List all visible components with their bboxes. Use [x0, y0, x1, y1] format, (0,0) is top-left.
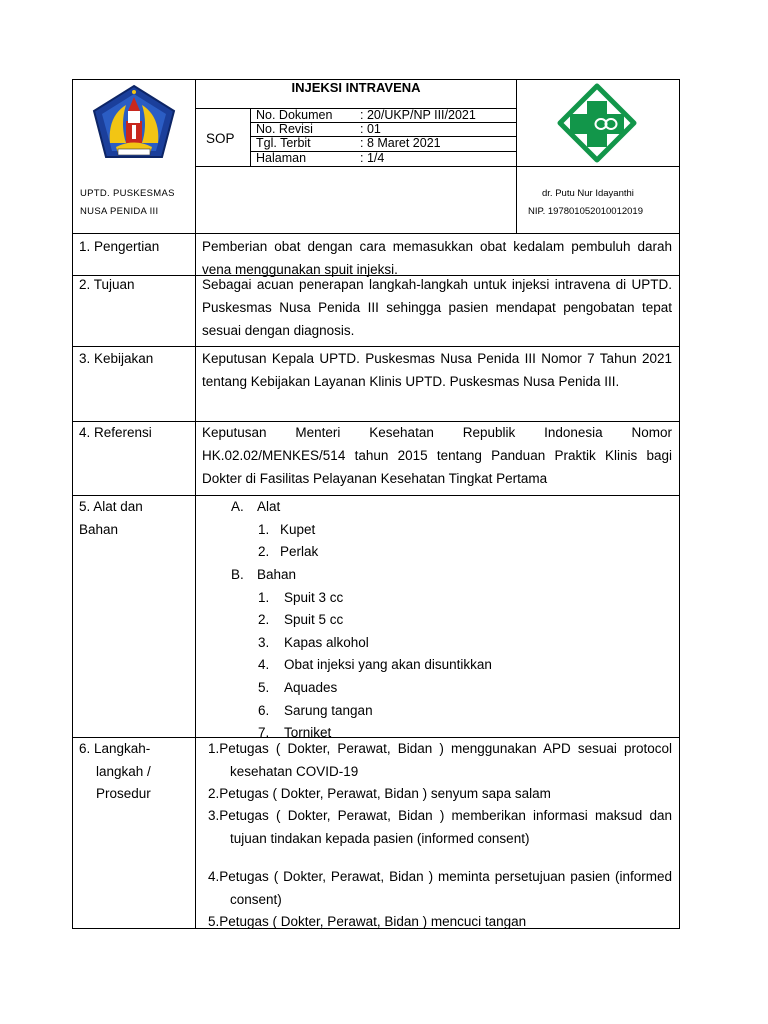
label-pengertian: 1. Pengertian [79, 239, 160, 254]
bahan-item-text: Spuit 5 cc [284, 612, 344, 627]
alat-item-num: 2. [258, 544, 270, 559]
bahan-item-text: Aquades [284, 680, 338, 695]
referensi-paragraph: Keputusan Menteri Kesehatan Republik Indonesia Nomor HK.02.02/MENKES/514 tahun 2015 tentang Panduan Praktik Klinis bagi Dokter di Fasilitas Pelayanan Kesehatan Tingkat Pertama [202, 425, 672, 486]
puskesmas-logo-icon [556, 82, 638, 164]
doc-meta-divider [250, 109, 251, 166]
bahan-item-text: Kapas alkohol [284, 635, 369, 650]
signer-name: dr. Putu Nur Idayanthi [542, 188, 634, 199]
header-bottom [72, 233, 680, 234]
label-prosedur-line2: langkah / [96, 764, 151, 779]
text-kebijakan [202, 347, 672, 393]
bahan-item-num: 7. [258, 725, 270, 740]
prosedur-step [208, 804, 672, 850]
bahan-item-text: Torniket [284, 725, 332, 740]
text-tujuan [202, 273, 672, 342]
document-title: INJEKSI INTRAVENA [291, 80, 421, 95]
label-prosedur-line3: Prosedur [96, 786, 151, 801]
text-referensi [202, 421, 672, 490]
prosedur-step [208, 737, 672, 783]
regional-emblem-icon [88, 83, 180, 165]
doc-value-halaman: : 1/4 [360, 151, 385, 165]
signer-nip: NIP. 197801052010012019 [528, 206, 643, 217]
sop-label: SOP [206, 131, 235, 146]
header-left-divider [195, 79, 196, 929]
doc-value-revisi: : 01 [360, 122, 381, 136]
label-kebijakan: 3. Kebijakan [79, 351, 154, 366]
doc-label-nomor: No. Dokumen [256, 108, 333, 122]
alat-item-text: Kupet [280, 522, 316, 537]
bahan-item-num: 5. [258, 680, 270, 695]
alat-item-text: Perlak [280, 544, 319, 559]
bahan-item-text: Sarung tangan [284, 703, 373, 718]
label-referensi: 4. Referensi [79, 425, 152, 440]
prosedur-step-text: 2.Petugas ( Dokter, Perawat, Bidan ) senyum sapa salam [208, 786, 551, 801]
bahan-item-num: 1. [258, 590, 270, 605]
prosedur-step [208, 910, 672, 933]
group-a-marker: A. [231, 499, 244, 514]
bahan-item-text: Spuit 3 cc [284, 590, 344, 605]
pengertian-paragraph: Pemberian obat dengan cara memasukkan obat kedalam pembuluh darah vena menggunakan spuit injeksi. [202, 239, 672, 277]
group-b-title: Bahan [257, 567, 297, 582]
group-b-marker: B. [231, 567, 244, 582]
group-a-title: Alat [257, 499, 281, 514]
label-alat-bahan-line1: 5. Alat dan [79, 499, 143, 514]
bahan-item-num: 2. [258, 612, 270, 627]
doc-label-halaman: Halaman [256, 151, 307, 165]
prosedur-step-text: 1.Petugas ( Dokter, Perawat, Bidan ) menggunakan APD sesuai protocol kesehatan COVID-19 [208, 741, 672, 779]
org-name-line1: UPTD. PUSKESMAS [80, 188, 175, 199]
header-meta-bottom [195, 166, 680, 167]
doc-value-terbit: : 8 Maret 2021 [360, 136, 441, 150]
bahan-item-num: 3. [258, 635, 270, 650]
org-name-line2: NUSA PENIDA III [80, 206, 159, 217]
bahan-item-num: 6. [258, 703, 270, 718]
prosedur-step-text: 5.Petugas ( Dokter, Perawat, Bidan ) mencuci tangan [208, 914, 527, 929]
doc-label-terbit: Tgl. Terbit [256, 136, 311, 150]
kebijakan-paragraph: Keputusan Kepala UPTD. Puskesmas Nusa Penida III Nomor 7 Tahun 2021 tentang Kebijakan Layanan Klinis UPTD. Puskesmas Nusa Penida III. [202, 351, 672, 389]
alat-item-num: 1. [258, 522, 270, 537]
bahan-item-num: 4. [258, 657, 270, 672]
label-prosedur-line1: 6. Langkah- [79, 741, 151, 756]
label-tujuan: 2. Tujuan [79, 277, 135, 292]
doc-value-nomor: : 20/UKP/NP III/2021 [360, 108, 476, 122]
doc-label-revisi: No. Revisi [256, 122, 313, 136]
prosedur-step-text: 4.Petugas ( Dokter, Perawat, Bidan ) meminta persetujuan pasien (informed consent) [208, 869, 672, 907]
prosedur-step [208, 865, 672, 911]
prosedur-step-text: 3.Petugas ( Dokter, Perawat, Bidan ) memberikan informasi maksud dan tujuan tindakan kepada pasien (informed consent) [208, 808, 672, 846]
header-right-divider [516, 79, 517, 233]
tujuan-paragraph: Sebagai acuan penerapan langkah-langkah untuk injeksi intravena di UPTD. Puskesmas Nusa Penida III sehingga pasien mendapat pengobatan tepat sesuai dengan diagnosis. [202, 277, 672, 338]
label-alat-bahan-line2: Bahan [79, 522, 119, 537]
row-divider-4 [72, 495, 680, 496]
bahan-item-text: Obat injeksi yang akan disuntikkan [284, 657, 492, 672]
prosedur-step [208, 782, 672, 805]
